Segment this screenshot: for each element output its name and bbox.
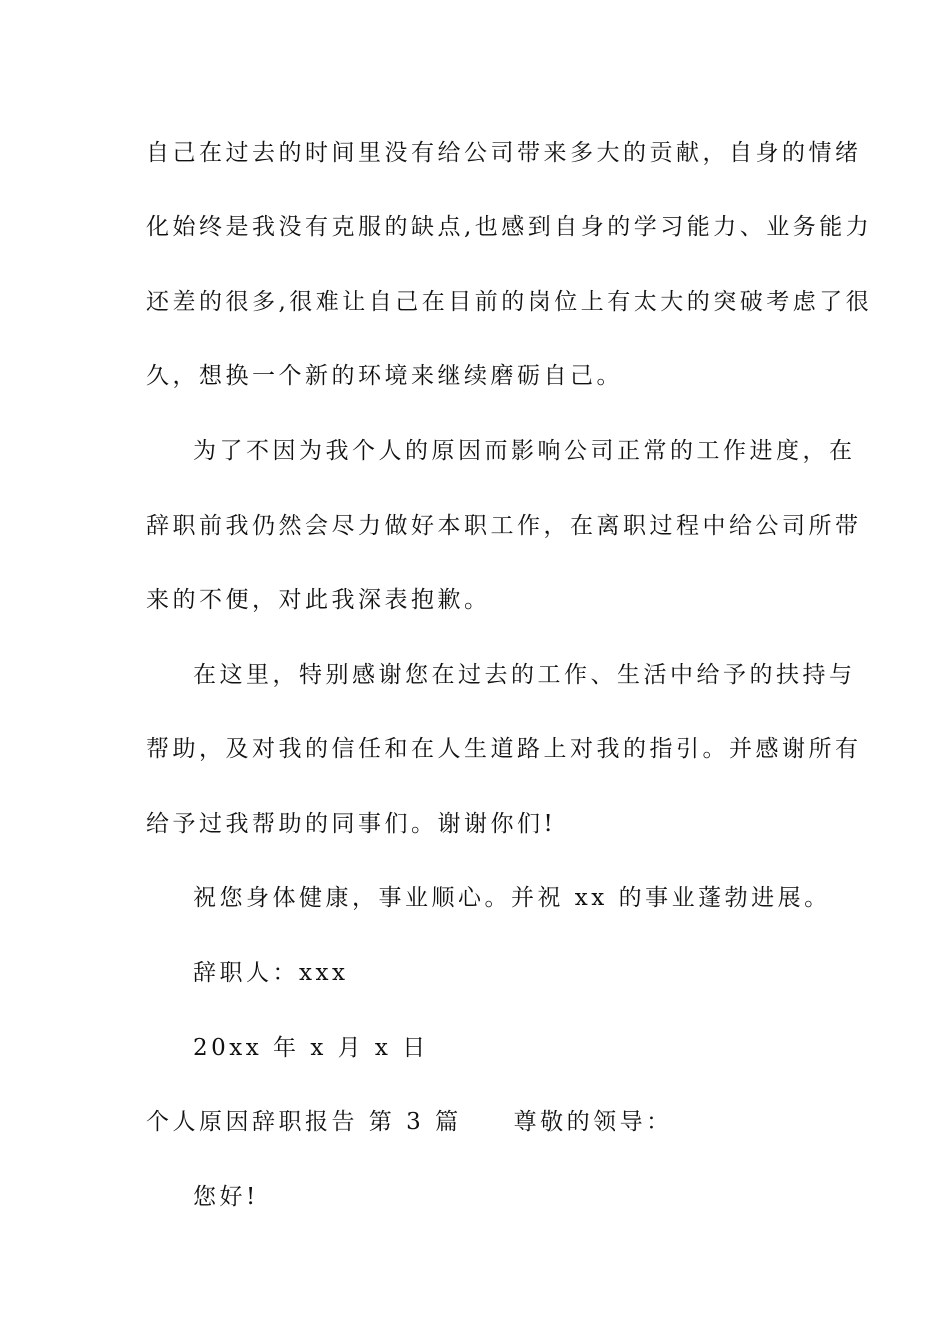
signature: 辞职人：xxx [193,960,349,986]
date: 20xx 年 x 月 x 日 [193,1035,429,1061]
paragraph-3-line-2: 帮助，及对我的信任和在人生道路上对我的指引。并感谢所有 [146,736,862,762]
section-title: 个人原因辞职报告 第 3 篇 [146,1109,462,1135]
paragraph-2-line-1: 为了不因为我个人的原因而影响公司正常的工作进度，在 [193,438,856,464]
paragraph-1-line-1: 自己在过去的时间里没有给公司带来多大的贡献，自身的情绪 [146,140,862,166]
salutation: 尊敬的领导： [513,1109,673,1135]
paragraph-2-line-2: 辞职前我仍然会尽力做好本职工作，在离职过程中给公司所带 [146,513,862,539]
paragraph-3-line-1: 在这里，特别感谢您在过去的工作、生活中给予的扶持与 [193,662,856,688]
section-header [146,1107,673,1137]
paragraph-1-line-4: 久，想换一个新的环境来继续磨砺自己。 [146,363,623,389]
paragraph-2-line-3: 来的不便，对此我深表抱歉。 [146,587,491,613]
closing-wish: 祝您身体健康，事业顺心。并祝 xx 的事业蓬勃进展。 [193,885,831,911]
paragraph-3-line-3: 给予过我帮助的同事们。谢谢你们! [146,811,557,837]
paragraph-1-line-3: 还差的很多,很难让自己在目前的岗位上有太大的突破考虑了很 [146,289,873,315]
greeting: 您好! [193,1184,259,1210]
paragraph-1-line-2: 化始终是我没有克服的缺点,也感到自身的学习能力、业务能力 [146,214,873,240]
